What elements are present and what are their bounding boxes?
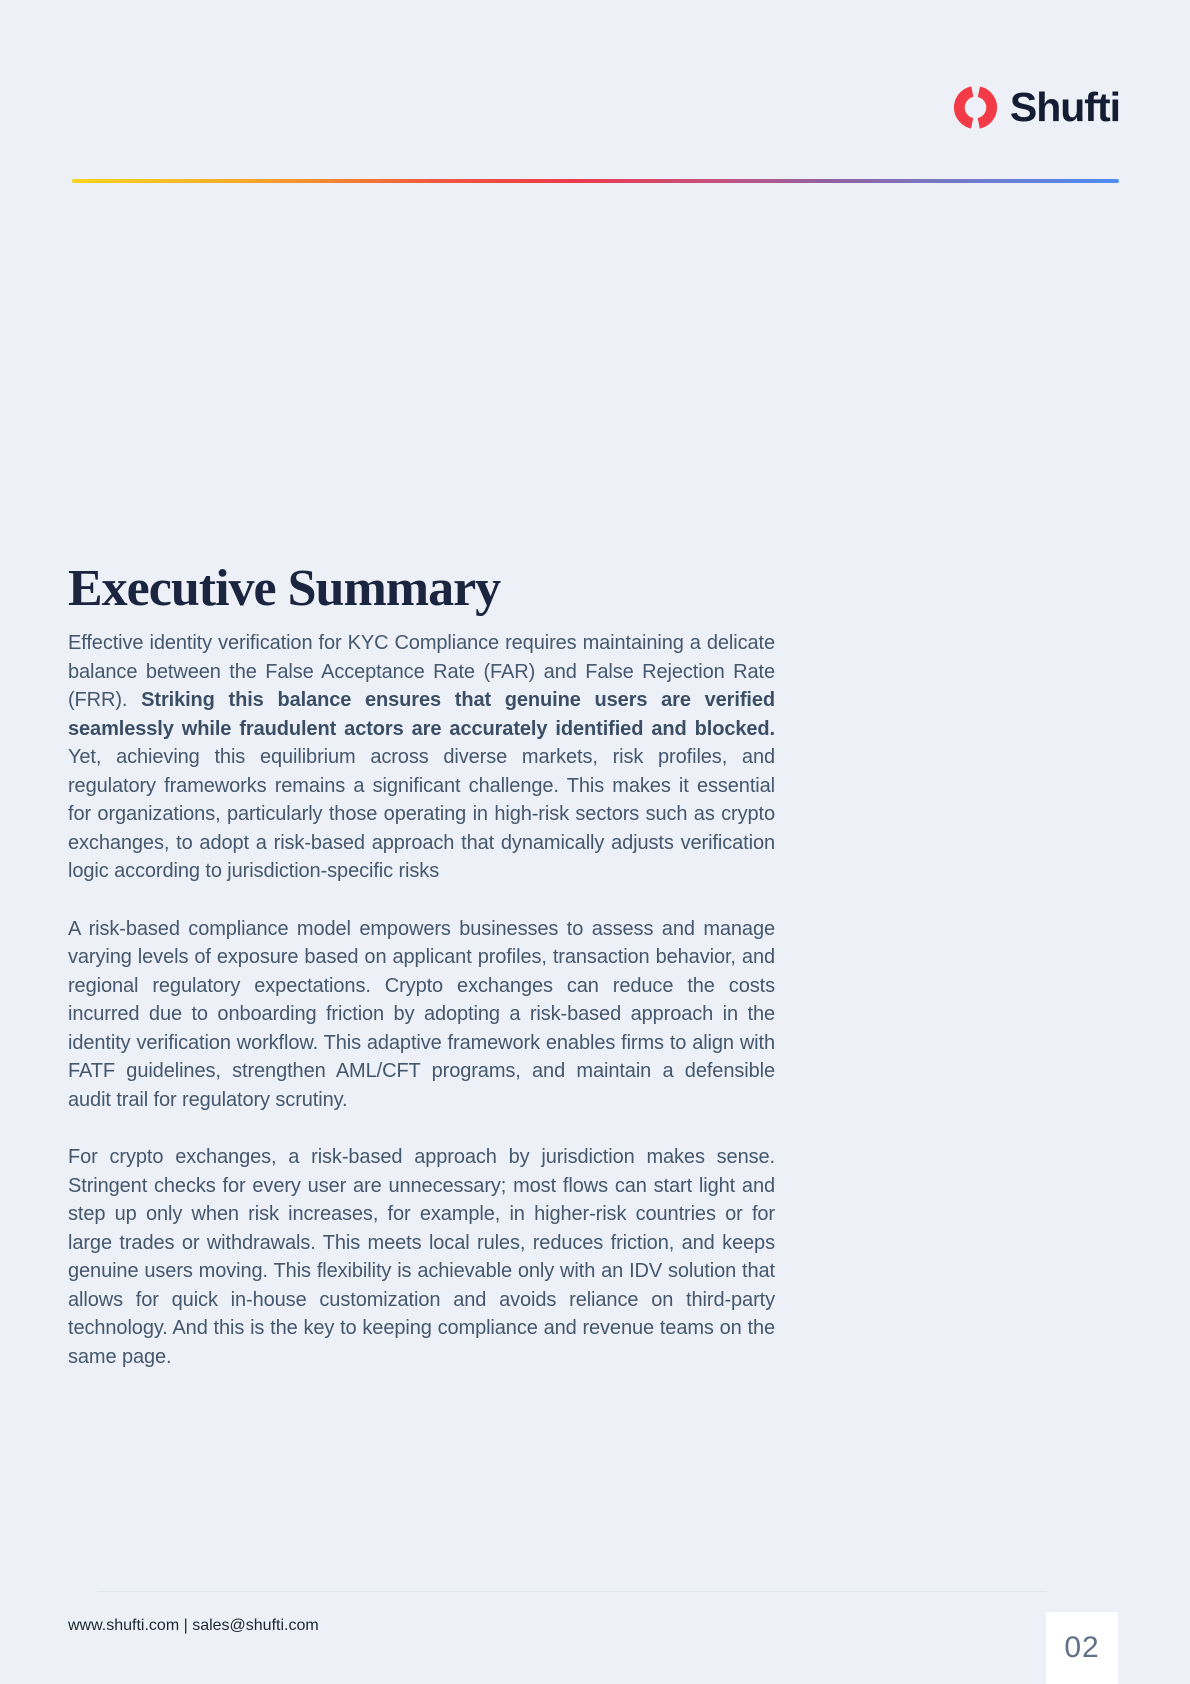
paragraph-1-emphasis: Striking this balance ensures that genuine users are verified seamlessly while fraudulent actors are accurately identified and blocked.	[68, 689, 775, 740]
shufti-logo-ring-icon	[953, 84, 998, 130]
shufti-logo	[953, 84, 1120, 130]
paragraph-1	[68, 629, 775, 886]
header-gradient-rule	[72, 179, 1119, 183]
main-content	[68, 560, 775, 1371]
page-number: 02	[1064, 1631, 1100, 1664]
paragraph-2: A risk-based compliance model empowers businesses to assess and manage varying levels of exposure based on applicant profiles, transaction behavior, and regional regulatory expectations. Crypto exchanges can reduce the costs incurred due to onboarding friction by adopting a risk-based approach in the identity verification workflow. This adaptive framework enables firms to align with FATF guidelines, strengthen AML/CFT programs, and maintain a defensible audit trail for regulatory scrutiny.	[68, 917, 775, 1111]
footer-contact-links[interactable]: www.shufti.com | sales@shufti.com	[68, 1617, 319, 1634]
shufti-logo-text: Shufti	[1009, 83, 1120, 130]
page-title: Executive Summary	[68, 560, 501, 617]
page-number-box	[1046, 1612, 1118, 1684]
paragraph-1-lead: Effective identity verification for KYC Compliance requires maintaining a delicate balance between the False Acceptance Rate (FAR) and False Rejection Rate (FRR).	[68, 632, 775, 712]
paragraph-1-rest: Yet, achieving this equilibrium across diverse markets, risk profiles, and regulatory frameworks remains a significant challenge. This makes it essential for organizations, particularly those operating in high-risk sectors such as crypto exchanges, to adopt a risk-based approach that dynamically adjusts verification logic according to jurisdiction-specific risks	[68, 746, 775, 883]
footer-divider	[97, 1591, 1047, 1592]
paragraph-3: For crypto exchanges, a risk-based approach by jurisdiction makes sense. Stringent checks for every user are unnecessary; most flows can start light and step up only when risk increases, for example, in higher-risk countries or for large trades or withdrawals. This meets local rules, reduces friction, and keeps genuine users moving. This flexibility is achievable only with an IDV solution that allows for quick in-house customization and avoids reliance on third-party technology. And this is the key to keeping compliance and revenue teams on the same page.	[68, 1146, 775, 1368]
